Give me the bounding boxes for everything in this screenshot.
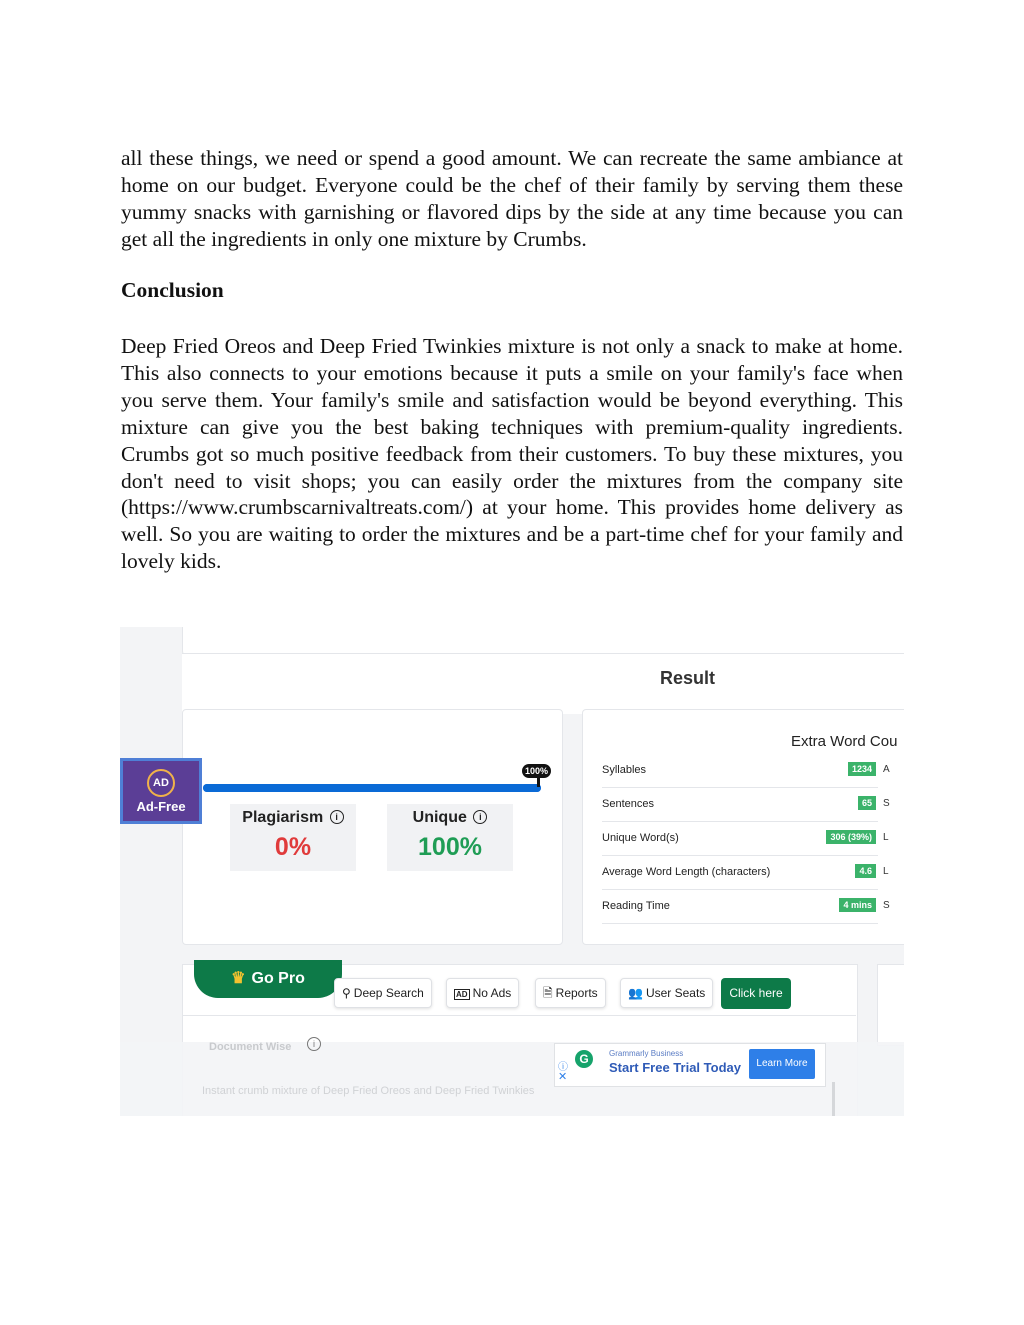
scroll-divider	[832, 1082, 835, 1116]
unique-value: 100%	[418, 833, 482, 861]
learn-more-button[interactable]: Learn More	[749, 1049, 815, 1079]
grammarly-logo-icon: G	[575, 1050, 593, 1068]
ad-icon: AD	[456, 990, 468, 999]
embedded-screenshot	[120, 627, 904, 1116]
ad-free-button[interactable]	[120, 758, 202, 824]
progress-bar	[203, 784, 541, 792]
crown-icon: ♛	[231, 970, 246, 987]
go-pro-button[interactable]	[194, 960, 342, 998]
info-icon[interactable]: i	[307, 1037, 321, 1051]
report-icon: 🗎	[543, 986, 553, 1000]
ad-free-label: Ad-Free	[136, 799, 186, 814]
stat-value-badge: 4 mins	[839, 898, 876, 912]
stat-value-badge: 1234	[848, 762, 876, 776]
stat-row-sentences	[602, 788, 890, 822]
result-title: Result	[660, 668, 716, 688]
plagiarism-box	[230, 804, 356, 871]
unique-label: Unique	[412, 809, 467, 826]
stat-label: Average Word Length (characters)	[602, 866, 771, 878]
info-icon[interactable]: i	[473, 810, 487, 824]
result-panel	[182, 653, 904, 714]
divider	[182, 1015, 856, 1016]
ad-info-icon[interactable]: ⓘ	[558, 1062, 568, 1073]
stat-label: Reading Time	[602, 900, 670, 912]
search-icon: ⚲	[342, 986, 351, 1000]
stat-value-badge: 4.6	[855, 864, 876, 878]
info-icon[interactable]: i	[330, 810, 344, 824]
stat-label: Syllables	[602, 764, 647, 776]
no-ads-button[interactable]: AD No Ads	[446, 978, 519, 1008]
stat-value-badge: 306 (39%)	[826, 830, 876, 844]
stat-row-reading-time	[602, 890, 890, 924]
grammarly-ad-banner[interactable]	[554, 1043, 826, 1087]
side-card	[877, 964, 904, 1046]
stat-row-syllables	[602, 754, 890, 788]
unique-box	[387, 804, 513, 871]
paragraph-intro: all these things, we need or spend a good amount. We can recreate the same ambiance at home on our budget. Everyone could be the chef of their family by serving them these yummy snacks with garnishing or flavored dips by the side at any time because you can get all the ingredients in only one mixture by Crumbs.	[121, 146, 903, 251]
faded-document-text: Instant crumb mixture of Deep Fried Oreos and Deep Fried Twinkies	[202, 1085, 535, 1097]
stat-label: Sentences	[602, 798, 654, 810]
stat-cut-label: S	[883, 798, 890, 809]
progress-tick	[537, 777, 540, 787]
extra-word-count-title: Extra Word Cou	[791, 733, 898, 750]
progress-label: 100%	[522, 764, 551, 778]
click-here-button[interactable]: Click here	[721, 978, 791, 1009]
ad-headline: Start Free Trial Today	[609, 1060, 741, 1075]
go-pro-label: Go Pro	[251, 970, 305, 987]
ad-brand: Grammarly Business	[609, 1049, 684, 1058]
stat-cut-label: S	[883, 900, 890, 911]
close-icon[interactable]: ✕	[558, 1071, 568, 1083]
reports-button[interactable]: 🗎 Reports	[535, 978, 606, 1008]
stat-row-unique-words	[602, 822, 889, 856]
no-ads-icon: AD	[147, 769, 175, 797]
stat-cut-label: A	[883, 764, 890, 775]
deep-search-button[interactable]: ⚲ Deep Search	[334, 978, 432, 1008]
plagiarism-value: 0%	[274, 833, 312, 861]
stat-cut-label: L	[883, 832, 889, 843]
paragraph-conclusion: Deep Fried Oreos and Deep Fried Twinkies mixture is not only a snack to make at home. This also connects to your emotions because it puts a smile on your family's face when you serve them. Your family's smile and satisfaction would be beyond everything. This mixture can give you the best baking techniques with premium-quality ingredients. Crumbs got so much positive feedback from their customers. To buy these mixtures, you don't need to visit shops; you can easily order the mixtures from the company site (https://www.crumbscarnivaltreats.com/) at your home. This provides home delivery as well. So you are waiting to order the mixtures and be a part-time chef for your family and lovely kids.	[121, 334, 903, 574]
document-wise-label: Document Wise	[209, 1041, 292, 1053]
stat-cut-label: L	[883, 866, 889, 877]
progress-bar-fill	[203, 784, 541, 792]
plagiarism-label: Plagiarism	[242, 809, 324, 826]
users-icon: 👥	[628, 986, 643, 1000]
stat-label: Unique Word(s)	[602, 832, 679, 844]
stat-row-average-word-length	[602, 856, 889, 890]
stat-value-badge: 65	[858, 796, 876, 810]
user-seats-button[interactable]: 👥 User Seats	[620, 978, 713, 1008]
section-heading-conclusion: Conclusion	[121, 278, 224, 302]
